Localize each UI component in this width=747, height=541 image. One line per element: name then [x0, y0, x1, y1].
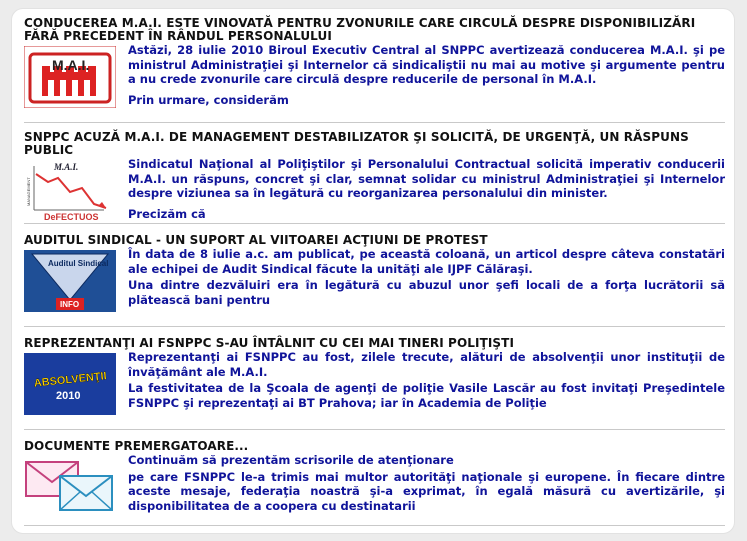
- news-title[interactable]: SNPPC ACUZĂ M.A.I. DE MANAGEMENT DESTABILIZATOR ŞI SOLICITĂ, DE URGENŢĂ, UN RĂSPUNS PUBLIC: [24, 130, 689, 157]
- news-title[interactable]: DOCUMENTE PREMERGATOARE...: [24, 439, 249, 453]
- news-title[interactable]: CONDUCEREA M.A.I. ESTE VINOVATĂ PENTRU ZVONURILE CARE CIRCULĂ DESPRE DISPONIBILIZĂRI FĂRĂ PRECEDENT ÎN RÂNDUL PERSONALULUI: [24, 16, 696, 43]
- news-title[interactable]: AUDITUL SINDICAL - UN SUPORT AL VIITOAREI ACŢIUNI DE PROTEST: [24, 233, 488, 247]
- news-paragraph[interactable]: Continuăm să prezentăm scrisorile de atenţionare: [128, 453, 454, 467]
- news-item: [24, 17, 725, 108]
- divider: [24, 122, 725, 123]
- image-caption: M.A.I.: [54, 162, 79, 172]
- news-paragraph[interactable]: Astăzi, 28 iulie 2010 Biroul Executiv Central al SNPPC avertizează conducerea M.A.I. şi pe ministrul Administraţiei şi Internelor că sindicaliştii nu mai au motive şi argumente pentru a nu crede zvonurile care circulă despre reducerile de personal în M.A.I.: [128, 43, 725, 87]
- declining-chart-icon[interactable]: [24, 160, 116, 222]
- news-paragraph[interactable]: În data de 8 iulie a.c. am publicat, pe această coloană, un articol despre câteva constatări ale echipei de Audit Sindical făcute la unităţi ale IJPF Călăraşi.: [128, 247, 725, 276]
- mai-building-icon[interactable]: [24, 46, 116, 108]
- image-caption: 2010: [56, 390, 81, 402]
- news-item: [24, 440, 725, 518]
- image-caption: DeFECTUOS: [44, 212, 99, 222]
- read-more-link[interactable]: Precizăm că: [128, 206, 206, 221]
- news-item: [24, 131, 725, 222]
- divider: [24, 326, 725, 327]
- graduates-banner-icon[interactable]: [24, 353, 116, 415]
- news-paragraph[interactable]: La festivitatea de la Şcoala de agenţi de poliţie Vasile Lascăr au fost invitaţi Preşedintele FSNPPC şi reprezentaţi ai BT Prahova; iar în Academia de Poliţie: [128, 381, 725, 410]
- divider: [24, 525, 725, 526]
- news-paragraph[interactable]: Una dintre dezvăluiri era în legătură cu abuzul unor şefi locali de a forţa lucrătorii să plătească bani pentru: [128, 278, 725, 307]
- news-paragraph[interactable]: Reprezentanţi ai FSNPPC au fost, zilele trecute, alături de absolvenţii unor instituţii de învăţământ ale M.A.I.: [128, 350, 725, 379]
- image-caption: Auditul Sindical: [48, 259, 109, 268]
- divider: [24, 223, 725, 224]
- news-item: [24, 337, 725, 415]
- audit-info-icon[interactable]: [24, 250, 116, 312]
- news-paragraph[interactable]: Sindicatul Naţional al Poliţiştilor şi Personalului Contractual solicită imperativ conducerii M.A.I. un răspuns, concret şi clar, semnat solidar cu ministrul Administraţiei şi Internelor despre viziunea sa în legătură cu reorganizarea personalului din minister.: [128, 157, 725, 201]
- news-title[interactable]: REPREZENTANŢI AI FSNPPC S-AU ÎNTÂLNIT CU CEI MAI TINERI POLIŢIŞTI: [24, 336, 515, 350]
- news-panel: [11, 8, 735, 534]
- news-item: [24, 234, 725, 312]
- news-paragraph[interactable]: pe care FSNPPC le-a trimis mai multor autorităţi naţionale şi europene. În fiecare dintre aceste mesaje, federaţia noastră şi-a exprimat, în egală măsură cu avertizările, şi disponibilitatea de a coopera cu destinatarii: [128, 469, 725, 513]
- envelopes-icon[interactable]: [24, 456, 116, 518]
- image-caption: INFO: [60, 300, 80, 309]
- image-caption: M.A.I.: [52, 57, 90, 73]
- image-caption: ABSOLVENŢII: [33, 370, 108, 390]
- image-caption: MANAGEMENT: [26, 177, 31, 206]
- read-more-link[interactable]: Prin urmare, considerăm: [128, 92, 289, 107]
- divider: [24, 429, 725, 430]
